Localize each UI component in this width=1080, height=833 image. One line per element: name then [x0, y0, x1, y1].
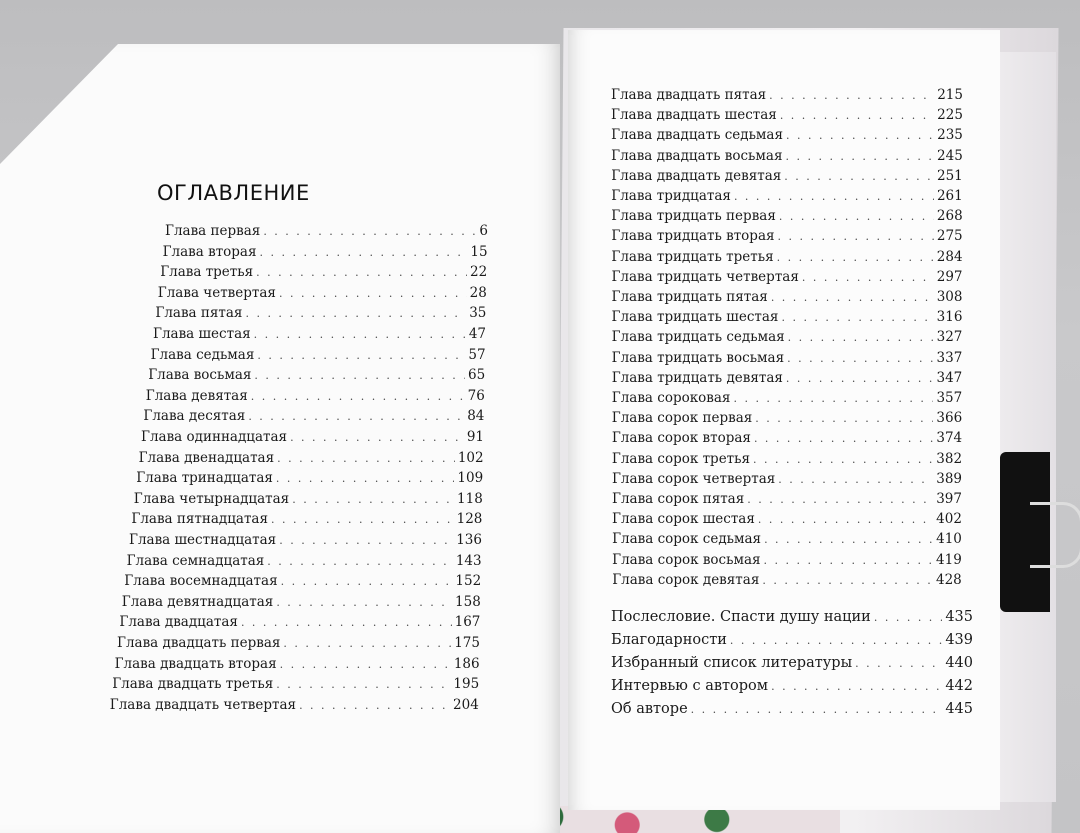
- toc-entry: [611, 609, 973, 625]
- toc-entry-title: Глава двадцатая: [119, 614, 238, 631]
- toc-dot-leader: [271, 513, 454, 526]
- toc-entry-title: Глава третья: [160, 264, 254, 281]
- toc-entry: [611, 208, 962, 224]
- toc-entry-page: 347: [936, 369, 963, 386]
- toc-entry-title: Глава семнадцатая: [126, 552, 265, 569]
- toc-entry: [151, 347, 486, 363]
- toc-dot-leader: [260, 246, 468, 259]
- toc-entry: [131, 511, 482, 527]
- toc-dot-leader: [251, 390, 465, 403]
- toc-entry-title: Глава тридцать девятая: [611, 369, 783, 386]
- toc-entry: [611, 127, 963, 143]
- toc-dot-leader: [276, 678, 450, 691]
- toc-entry: [110, 697, 479, 713]
- toc-dot-leader: [874, 611, 942, 624]
- toc-dot-leader: [785, 150, 934, 163]
- toc-dot-leader: [753, 453, 933, 466]
- toc-entry: [612, 471, 962, 487]
- toc-entry-title: Глава девятнадцатая: [121, 593, 274, 610]
- toc-dot-leader: [283, 637, 451, 650]
- toc-entry-page: 366: [936, 410, 963, 427]
- toc-dot-leader: [248, 410, 464, 423]
- toc-entry-page: 235: [937, 127, 963, 144]
- toc-entry-title: Глава тридцать пятая: [611, 289, 768, 305]
- toc-entry-page: 357: [936, 390, 963, 406]
- toc-dot-leader: [786, 372, 934, 385]
- toc-entry: [612, 350, 963, 366]
- toc-entry-title: Глава сорок третья: [611, 450, 751, 467]
- toc-entry-page: 118: [457, 490, 483, 507]
- toc-entry-page: 308: [936, 289, 963, 305]
- toc-dot-leader: [267, 555, 453, 568]
- toc-entry-page: 268: [936, 208, 963, 225]
- toc-entry-page: 35: [469, 305, 487, 322]
- toc-entry: [611, 655, 973, 671]
- toc-entry: [611, 87, 963, 103]
- toc-entry: [136, 470, 483, 486]
- toc-entry: [612, 329, 963, 345]
- toc-entry: [612, 531, 962, 547]
- toc-entry: [112, 676, 479, 692]
- toc-entry: [612, 289, 963, 305]
- toc-entry-title: Глава одиннадцатая: [141, 429, 288, 445]
- toc-dot-leader: [290, 431, 464, 444]
- toc-entry: [611, 701, 973, 717]
- toc-entry-title: Глава тридцать четвертая: [611, 268, 799, 285]
- toc-entry-page: 22: [470, 264, 488, 281]
- toc-dot-leader: [263, 225, 476, 238]
- toc-dot-leader: [784, 170, 934, 183]
- toc-entry-title: Глава двадцать вторая: [114, 655, 277, 672]
- toc-entry-page: 136: [456, 532, 482, 548]
- toc-entry: [612, 370, 963, 386]
- toc-entry-title: Глава сорок девятая: [612, 571, 760, 588]
- toc-entry-page: 76: [467, 387, 485, 404]
- toc-entry: [124, 573, 481, 589]
- binder-clip: [1000, 452, 1080, 612]
- toc-entry-page: 143: [455, 552, 482, 569]
- toc-entry-page: 102: [457, 449, 484, 466]
- toc-entry: [134, 491, 483, 507]
- toc-entry-title: Глава сороковая: [611, 390, 731, 406]
- toc-entry-title: Об авторе: [611, 701, 688, 717]
- toc-entry-title: Глава двадцать шестая: [611, 107, 777, 124]
- toc-entry-title: Благодарности: [611, 632, 727, 648]
- toc-entry-title: Глава двадцать пятая: [611, 87, 767, 103]
- toc-entry-page: 275: [936, 228, 963, 245]
- toc-dot-leader: [691, 703, 943, 716]
- toc-entry: [143, 408, 484, 424]
- toc-entry-title: Глава десятая: [143, 408, 246, 425]
- toc-dot-leader: [781, 311, 933, 324]
- toc-entry-title: Глава тридцать вторая: [611, 228, 775, 245]
- toc-entry: [611, 228, 962, 244]
- toc-entry: [127, 553, 482, 569]
- toc-entry: [611, 107, 963, 123]
- toc-dot-leader: [280, 658, 451, 671]
- toc-entry-title: Глава двадцать первая: [117, 635, 281, 651]
- toc-entry: [117, 635, 480, 651]
- toc-entry-title: Глава тридцать седьмая: [611, 329, 785, 346]
- toc-entry-title: Глава двадцать третья: [112, 676, 274, 693]
- toc-entry: [119, 614, 480, 630]
- toc-entry: [160, 264, 487, 280]
- toc-entry-page: 402: [936, 511, 962, 528]
- toc-entry-title: Глава тридцатая: [611, 188, 731, 204]
- toc-dot-leader: [802, 271, 934, 284]
- toc-entry-page: 261: [936, 188, 963, 204]
- toc-entry-page: 47: [468, 326, 486, 342]
- toc-entry-page: 28: [469, 284, 487, 301]
- toc-entry: [163, 244, 488, 260]
- toc-dot-leader: [764, 533, 933, 546]
- toc-entry-page: 410: [936, 531, 962, 548]
- toc-entry-page: 152: [455, 573, 482, 590]
- toc-entry: [122, 594, 481, 610]
- toc-entry: [158, 285, 487, 301]
- toc-entry-title: Глава двадцать четвертая: [109, 696, 297, 713]
- toc-dot-leader: [281, 575, 453, 588]
- toc-entry-page: 445: [945, 701, 973, 717]
- toc-entry-title: Глава тридцать третья: [611, 248, 774, 265]
- toc-entry: [611, 148, 963, 164]
- toc-entry: [612, 451, 962, 467]
- toc-entry-page: 186: [453, 655, 480, 672]
- toc-entry: [155, 305, 486, 321]
- toc-entry-title: Глава тридцать шестая: [611, 309, 779, 326]
- toc-entry: [612, 511, 962, 527]
- toc-dot-leader: [778, 473, 933, 486]
- toc-dot-leader: [299, 699, 450, 712]
- toc-entry-page: 195: [453, 676, 480, 693]
- toc-entry-page: 442: [945, 678, 973, 694]
- toc-entry-page: 225: [937, 107, 963, 124]
- toc-entry: [153, 326, 486, 342]
- toc-dot-leader: [855, 657, 942, 670]
- toc-entry-page: 57: [468, 346, 486, 363]
- toc-entry-page: 215: [937, 87, 963, 103]
- toc-entry-page: 428: [936, 571, 962, 588]
- toc-entry-title: Глава девятая: [145, 387, 248, 404]
- toc-dot-leader: [779, 210, 934, 223]
- toc-entry-title: Глава сорок шестая: [612, 511, 755, 528]
- toc-entry-page: 158: [455, 593, 481, 610]
- toc-entry-page: 167: [454, 614, 481, 631]
- toc-entry-title: Глава двадцать восьмая: [611, 147, 783, 164]
- toc-entry-page: 175: [454, 635, 480, 651]
- toc-entry-title: Глава сорок вторая: [611, 430, 751, 447]
- toc-dot-leader: [778, 230, 934, 243]
- toc-dot-leader: [276, 596, 452, 609]
- toc-entry-title: Послесловие. Спасти душу нации: [611, 609, 871, 625]
- toc-entry-page: 245: [937, 147, 963, 164]
- toc-entry: [611, 249, 962, 265]
- toc-entry-title: Глава тридцать первая: [611, 208, 776, 225]
- toc-entry-page: 91: [466, 429, 484, 445]
- toc-entry-page: 397: [936, 491, 962, 507]
- toc-entry: [612, 430, 962, 446]
- toc-entry: [115, 656, 480, 672]
- toc-entry-title: Глава шестая: [153, 326, 251, 342]
- toc-dot-leader: [786, 129, 934, 142]
- toc-entry: [165, 223, 488, 239]
- toc-entry-title: Глава сорок седьмая: [612, 531, 762, 548]
- toc-entry-title: Глава восемнадцатая: [124, 573, 278, 590]
- toc-dot-leader: [758, 513, 933, 526]
- toc-dot-leader: [787, 352, 933, 365]
- toc-entry-title: Глава шестнадцатая: [129, 532, 277, 548]
- toc-entry: [612, 572, 962, 588]
- toc-entry: [611, 632, 973, 648]
- toc-entry-page: 435: [945, 609, 973, 625]
- toc-entry: [611, 269, 962, 285]
- toc-dot-leader: [754, 432, 933, 445]
- toc-entry-title: Избранный список литературы: [611, 655, 853, 671]
- toc-dot-leader: [256, 266, 467, 279]
- toc-entry-title: Глава вторая: [162, 243, 257, 260]
- toc-entry-page: 382: [936, 450, 963, 467]
- toc-entry: [611, 678, 973, 694]
- toc-entry-page: 204: [453, 696, 479, 713]
- toc-dot-leader: [254, 369, 465, 382]
- toc-dot-leader: [769, 89, 934, 102]
- toc-entry-page: 297: [936, 268, 963, 285]
- toc-dot-leader: [771, 680, 942, 693]
- toc-entry-page: 251: [937, 167, 963, 184]
- toc-dot-leader: [245, 307, 466, 320]
- toc-entry-title: Глава пятнадцатая: [131, 511, 268, 528]
- toc-entry-page: 337: [936, 349, 963, 366]
- toc-entry-page: 284: [936, 248, 963, 265]
- toc-entry-title: Глава сорок пятая: [612, 491, 745, 507]
- toc-dot-leader: [788, 331, 934, 344]
- toc-entry-page: 316: [936, 309, 963, 326]
- toc-entry-page: 15: [470, 243, 488, 260]
- toc-dot-leader: [764, 554, 934, 567]
- toc-entry-title: Глава сорок первая: [611, 410, 753, 427]
- toc-entry-page: 419: [936, 551, 962, 568]
- toc-entry-page: 84: [467, 408, 485, 425]
- toc-entry-title: Глава четырнадцатая: [133, 490, 290, 507]
- toc-dot-leader: [733, 392, 933, 405]
- toc-dot-leader: [279, 287, 467, 300]
- toc-entry-title: Глава сорок восьмая: [612, 551, 761, 568]
- toc-entry-title: Глава четвертая: [157, 284, 276, 301]
- toc-dot-leader: [276, 472, 454, 485]
- toc-entry: [612, 552, 962, 568]
- toc-dot-leader: [254, 328, 466, 341]
- toc-entry: [611, 188, 963, 204]
- toc-entry-title: Глава восьмая: [148, 367, 252, 384]
- toc-dot-leader: [747, 493, 933, 506]
- toc-dot-leader: [780, 109, 934, 122]
- toc-entry: [148, 367, 485, 383]
- toc-dot-leader: [762, 574, 933, 587]
- toc-entry-page: 374: [936, 430, 963, 447]
- toc-entry-title: Глава пятая: [155, 305, 243, 322]
- toc-dot-leader: [771, 291, 934, 304]
- toc-entry: [146, 388, 485, 404]
- toc-entry: [612, 410, 962, 426]
- toc-entry-title: Глава седьмая: [150, 346, 255, 363]
- toc-entry: [612, 390, 963, 406]
- toc-dot-leader: [279, 534, 453, 547]
- toc-entry-title: Глава двадцать девятая: [611, 167, 782, 184]
- toc-entry-title: Глава первая: [165, 223, 261, 239]
- binder-clip-wire: [1030, 502, 1080, 568]
- toc-entry: [141, 429, 484, 445]
- toc-entry-page: 439: [945, 632, 973, 648]
- toc-dot-leader: [734, 190, 934, 203]
- toc-entry-title: Глава двадцать седьмая: [611, 127, 783, 144]
- toc-entry-page: 327: [936, 329, 963, 346]
- toc-entry-title: Глава тридцать восьмая: [611, 349, 785, 366]
- toc-entry: [139, 450, 484, 466]
- toc-entry: [611, 168, 963, 184]
- toc-entry-title: Глава двенадцатая: [138, 449, 275, 466]
- toc-dot-leader: [730, 634, 942, 647]
- toc-entry-title: Глава сорок четвертая: [611, 470, 776, 487]
- toc-dot-leader: [277, 452, 455, 465]
- toc-dot-leader: [292, 493, 454, 506]
- toc-entry-page: 65: [468, 367, 486, 384]
- toc-entry-page: 6: [479, 223, 488, 239]
- toc-entry: [129, 532, 482, 548]
- toc-entry-page: 440: [945, 655, 973, 671]
- toc-dot-leader: [257, 349, 465, 362]
- toc-dot-leader: [755, 412, 933, 425]
- toc-entry-page: 109: [457, 470, 484, 487]
- toc-dot-leader: [777, 251, 934, 264]
- toc-entry: [612, 309, 963, 325]
- toc-dot-leader: [241, 616, 452, 629]
- page-stack-edge: [992, 52, 1056, 802]
- toc-entry-title: Интервью с автором: [611, 678, 769, 694]
- toc-heading: ОГЛАВЛЕНИЕ: [157, 181, 310, 205]
- toc-entry-page: 389: [936, 470, 963, 487]
- toc-entry-title: Глава тринадцатая: [136, 470, 273, 487]
- toc-entry: [612, 491, 962, 507]
- toc-entry-page: 128: [456, 511, 483, 528]
